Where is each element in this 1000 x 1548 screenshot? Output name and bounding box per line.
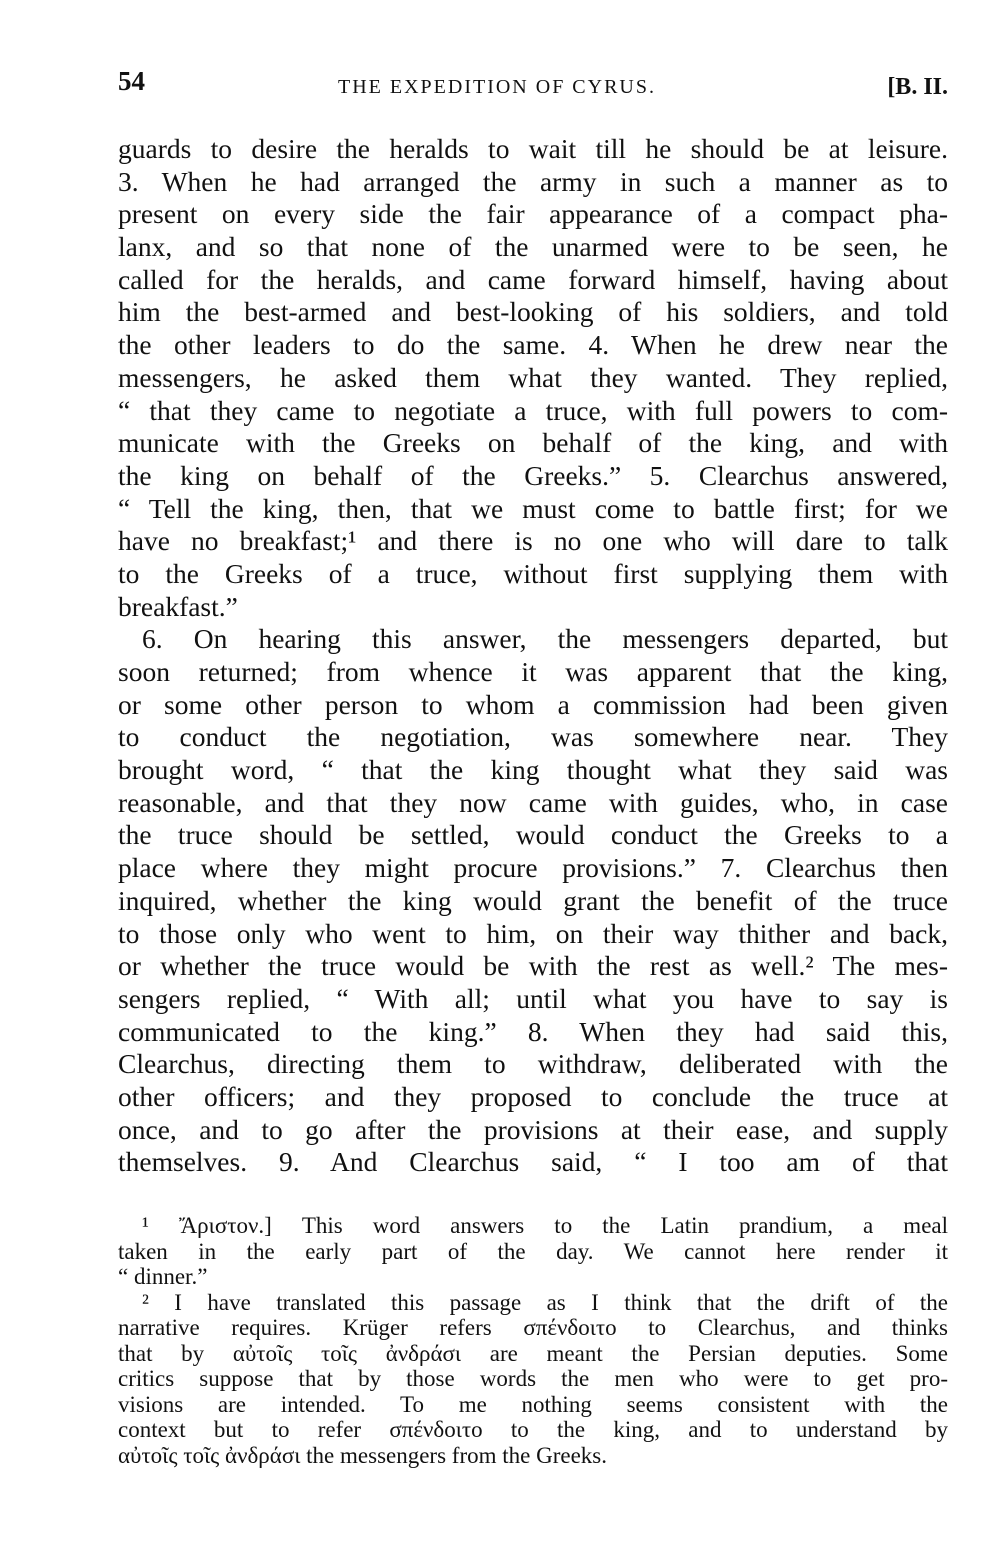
text-line: called for the heralds, and came forward himself, having about — [118, 263, 948, 295]
footnote-line: critics suppose that by those words the men who were to get pro- — [118, 1366, 948, 1391]
text-line: once, and to go after the provisions at their ease, and supply — [118, 1113, 948, 1145]
text-line: lanx, and so that none of the unarmed were to be seen, he — [118, 231, 948, 263]
footnote-line: ¹ Ἄριστον.] This word answers to the Latin prandium, a meal — [142, 1213, 948, 1238]
main-text — [118, 133, 948, 1179]
footnote-line: that by αὐτοῖς τοῖς ἀνδράσι are meant the Persian deputies. Some — [118, 1340, 948, 1366]
footnote-line: “ dinner.” — [118, 1264, 208, 1289]
text-line: the truce should be settled, would conduct the Greeks to a — [118, 819, 948, 851]
text-line: brought word, “ that the king thought what they said was — [118, 754, 948, 786]
text-line: 3. When he had arranged the army in such a manner as to — [118, 165, 948, 197]
text-line: the other leaders to do the same. 4. When he drew near the — [118, 329, 948, 361]
text-line: communicated to the king.” 8. When they had said this, — [118, 1015, 948, 1047]
text-line: to those only who went to him, on their way thither and back, — [118, 917, 948, 949]
footnote-line: narrative requires. Krüger refers σπένδοιτο to Clearchus, and thinks — [118, 1315, 948, 1340]
footnotes — [118, 1213, 948, 1468]
text-line: place where they might procure provisions.” 7. Clearchus then — [118, 852, 948, 884]
running-head — [118, 66, 948, 106]
footnote-line: taken in the early part of the day. We cannot here render it — [118, 1238, 948, 1264]
book-reference: [B. II. — [887, 74, 948, 100]
footnote-line: visions are intended. To me nothing seems consistent with the — [118, 1391, 948, 1417]
text-line: municate with the Greeks on behalf of the king, and with — [118, 427, 948, 459]
text-line: to the Greeks of a truce, without first supplying them with — [118, 557, 948, 589]
text-line: 6. On hearing this answer, the messengers departed, but — [142, 623, 948, 655]
footnote-line: ² I have translated this passage as I think that the drift of the — [142, 1289, 948, 1315]
text-line: messengers, he asked them what they wanted. They replied, — [118, 361, 948, 393]
text-line: reasonable, and that they now came with guides, who, in case — [118, 786, 948, 818]
text-line: guards to desire the heralds to wait till he should be at leisure. — [118, 133, 948, 164]
text-line: soon returned; from whence it was apparent that the king, — [118, 656, 948, 687]
text-line: “ that they came to negotiate a truce, with full powers to com- — [118, 394, 948, 426]
text-line: “ Tell the king, then, that we must come to battle first; for we — [118, 492, 948, 524]
text-line: or some other person to whom a commission had been given — [118, 688, 948, 720]
running-title: THE EXPEDITION OF CYRUS. — [338, 76, 656, 98]
text-line: breakfast.” — [118, 590, 238, 622]
text-line: present on every side the fair appearance of a compact pha- — [118, 198, 948, 230]
text-line: other officers; and they proposed to conclude the truce at — [118, 1080, 948, 1112]
page-number: 54 — [118, 66, 145, 96]
text-line: Clearchus, directing them to withdraw, deliberated with the — [118, 1048, 948, 1080]
text-line: to conduct the negotiation, was somewhere near. They — [118, 721, 948, 753]
text-line: have no breakfast;¹ and there is no one who will dare to talk — [118, 525, 948, 557]
footnote-line: αὐτοῖς τοῖς ἀνδράσι the messengers from the Greeks. — [118, 1442, 607, 1468]
text-line: him the best-armed and best-looking of his soldiers, and told — [118, 296, 948, 328]
text-line: or whether the truce would be with the rest as well.² The mes- — [118, 950, 948, 982]
text-line: sengers replied, “ With all; until what you have to say is — [118, 982, 948, 1014]
text-line: inquired, whether the king would grant the benefit of the truce — [118, 884, 948, 916]
text-line: themselves. 9. And Clearchus said, “ I too am of that — [118, 1146, 948, 1178]
footnote-line: context but to refer σπένδοιτο to the king, and to understand by — [118, 1417, 948, 1442]
text-line: the king on behalf of the Greeks.” 5. Clearchus answered, — [118, 459, 948, 491]
